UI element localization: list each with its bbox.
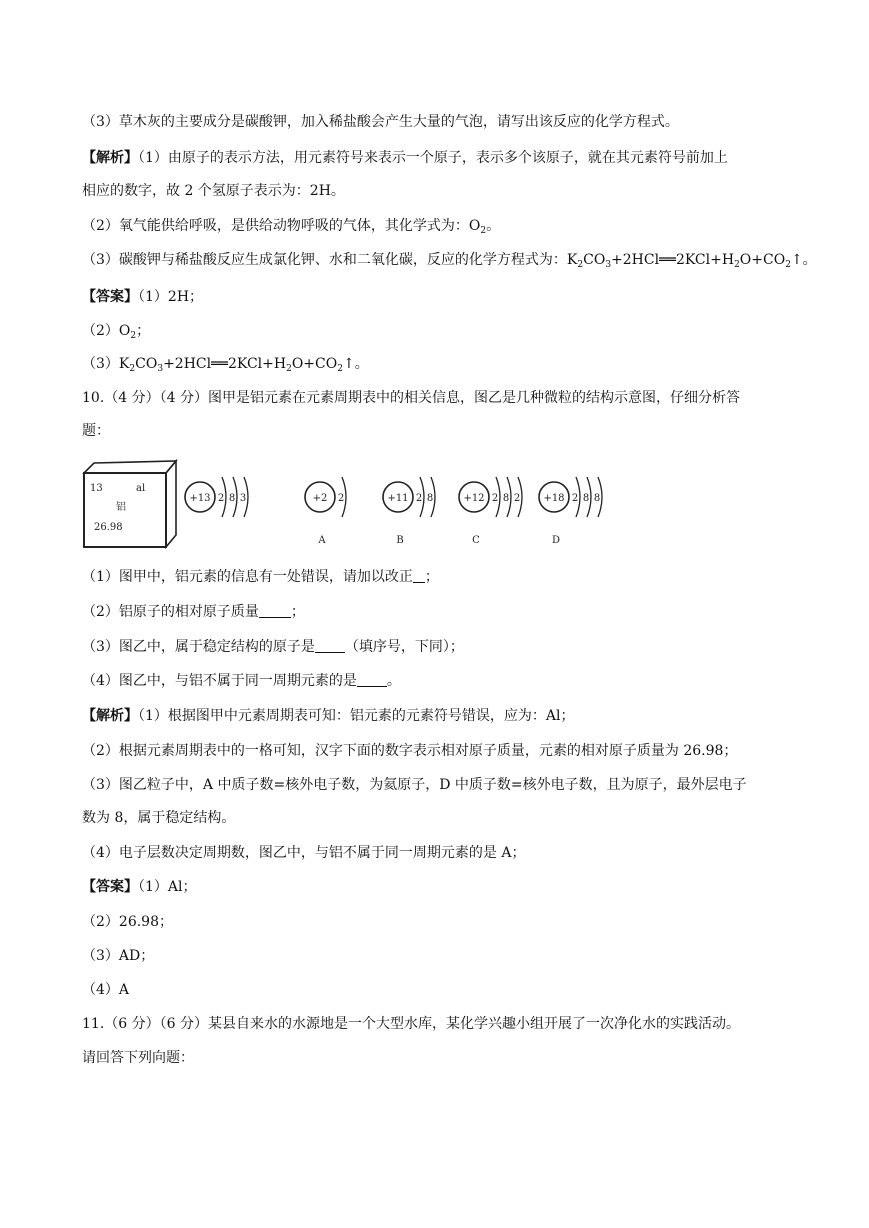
- eq-co: CO: [135, 356, 158, 372]
- shell-electron-count: 8: [228, 493, 236, 504]
- shell-electron-count: 2: [415, 493, 423, 504]
- particle-label: C: [472, 535, 480, 546]
- analysis2-end: 。: [486, 218, 501, 234]
- atom-structure-figure: [80, 455, 640, 555]
- q10-analysis3-line2: 数为 8，属于稳定结构。: [82, 810, 236, 826]
- analysis3-text: （3）碳酸钾与稀盐酸反应生成氯化钾、水和二氧化碳，反应的化学方程式为：: [82, 252, 567, 268]
- q10-sub1: [82, 567, 809, 587]
- nucleus-charge: +13: [189, 493, 211, 504]
- eq-end: 。: [802, 252, 817, 268]
- eq-mid: +2HCl══2KCl+H: [163, 356, 287, 372]
- q10-analysis2: （2）根据元素周期表中的一格可知，汉字下面的数字表示相对原子质量，元素的相对原子质量为 26.98；: [82, 743, 738, 759]
- analysis2-text: （2）氧气能供给呼吸，是供给动物呼吸的气体，其化学式为：O: [82, 218, 481, 234]
- analysis-label: 【解析】: [82, 150, 138, 166]
- q9-analysis2: [82, 216, 809, 236]
- answer-blank: [315, 638, 345, 653]
- answer1-text: （1）Al；: [138, 879, 197, 895]
- gas-arrow: ↑: [790, 252, 803, 268]
- subscript: 2: [129, 364, 136, 374]
- q10-analysis1: [82, 706, 809, 726]
- nucleus-charge: +2: [312, 493, 328, 504]
- shell-electron-count: 2: [217, 493, 225, 504]
- q10-stem-line1: 10.（4 分）（4 分）图甲是铝元素在元素周期表中的相关信息，图乙是几种微粒的结构示意图，仔细分析答: [82, 390, 740, 406]
- q9-answer3: [82, 354, 809, 374]
- shell-electron-count: 2: [491, 493, 499, 504]
- q9-sub3-question: （3）草木灰的主要成分是碳酸钾，加入稀盐酸会产生大量的气泡，请写出该反应的化学方程式。: [82, 114, 679, 130]
- q10-stem-line2: 题：: [82, 423, 110, 439]
- q10-sub2: [82, 602, 809, 622]
- cell-number: 13: [90, 483, 103, 494]
- eq-o-co: O+CO: [291, 356, 338, 372]
- answer-blank: [413, 568, 425, 583]
- analysis-text: （1）由原子的表示方法，用元素符号来表示一个原子，表示多个该原子，就在其元素符号前加上: [138, 150, 728, 166]
- answer-blank: [259, 603, 291, 618]
- subscript: 2: [577, 260, 584, 270]
- shell-electron-count: 2: [513, 493, 521, 504]
- q10-answer1: [82, 877, 809, 897]
- subscript: 2: [130, 331, 137, 341]
- q9-analysis3: [82, 250, 817, 270]
- sub1-end: ；: [424, 569, 439, 585]
- shell-electron-count: 3: [239, 493, 247, 504]
- analysis1-text: （1）根据图甲中元素周期表可知：铝元素的元素符号错误，应为：Al；: [138, 708, 575, 724]
- answer3-text: （3）: [82, 356, 119, 372]
- chemical-equation: [567, 252, 817, 268]
- sub1-text: （1）图甲中，铝元素的信息有一处错误，请加以改正: [82, 569, 413, 585]
- subscript: 2: [734, 260, 740, 270]
- q10-analysis3-line1: （3）图乙粒子中，A 中质子数=核外电子数，为氦原子，D 中质子数=核外电子数，且为原子，最外层电子: [82, 777, 747, 793]
- shell-electron-count: 8: [582, 493, 590, 504]
- cell-symbol: al: [136, 483, 146, 494]
- shell-electron-count: 2: [337, 493, 345, 504]
- sub2-text: （2）铝原子的相对原子质量: [82, 604, 259, 620]
- answer2-text: （2）O: [82, 323, 131, 339]
- q9-analysis1-line1: [82, 148, 809, 168]
- shell-electron-count: 2: [571, 493, 579, 504]
- subscript: 3: [605, 260, 612, 270]
- analysis-label: 【解析】: [82, 708, 138, 724]
- subscript: 2: [785, 260, 791, 270]
- nucleus-charge: +12: [463, 493, 485, 504]
- eq-k: K: [566, 252, 578, 268]
- sub3-end: （填序号，下同）；: [344, 639, 464, 655]
- subscript: 2: [480, 226, 487, 236]
- periodic-table-cell: [84, 461, 176, 547]
- q11-stem-line2: 请回答下列向题：: [82, 1050, 194, 1066]
- q10-answer2: （2）26.98；: [82, 914, 173, 930]
- q11-stem-line1: 11.（6 分）（6 分）某县自来水的水源地是一个大型水库，某化学兴趣小组开展了一次净化水的实践活动。: [82, 1016, 740, 1032]
- sub4-end: 。: [386, 673, 401, 689]
- particle-label: D: [551, 535, 561, 546]
- q10-analysis4: （4）电子层数决定周期数，图乙中，与铝不属于同一周期元素的是 A；: [82, 845, 526, 861]
- subscript: 2: [286, 364, 292, 374]
- shell-electron-count: 8: [426, 493, 434, 504]
- q9-analysis1-line2: 相应的数字，故 2 个氢原子表示为：2H。: [82, 183, 345, 199]
- particle-b: [383, 477, 435, 546]
- answer-label: 【答案】: [82, 289, 138, 305]
- cell-mass: 26.98: [94, 522, 123, 533]
- answer-label: 【答案】: [82, 879, 138, 895]
- eq-k: K: [118, 356, 130, 372]
- q10-answer4: （4）A: [82, 982, 130, 998]
- particle-c: [459, 477, 522, 546]
- q9-answer2: [82, 321, 809, 341]
- q10-sub3: [82, 637, 809, 657]
- sub3-text: （3）图乙中，属于稳定结构的原子是: [82, 639, 315, 655]
- answer1-text: （1）2H；: [138, 289, 204, 305]
- answer2-end: ；: [136, 323, 151, 339]
- subscript: 2: [337, 364, 343, 374]
- aluminum-atom-diagram: [185, 477, 248, 517]
- figure-svg: [80, 455, 640, 555]
- particle-label: A: [318, 535, 326, 546]
- q9-answer1: [82, 287, 809, 307]
- answer-blank: [357, 672, 387, 687]
- eq-co: CO: [583, 252, 606, 268]
- nucleus-charge: +18: [543, 493, 565, 504]
- cell-name: 铝: [116, 502, 126, 513]
- q10-sub4: [82, 671, 809, 691]
- particle-d: [539, 477, 602, 546]
- eq-end: 。: [354, 356, 369, 372]
- sub2-end: ；: [290, 604, 305, 620]
- particle-a: [305, 477, 346, 546]
- q10-answer3: （3）AD；: [82, 948, 155, 964]
- subscript: 3: [157, 364, 164, 374]
- shell-electron-count: 8: [593, 493, 601, 504]
- shell-electron-count: 8: [502, 493, 510, 504]
- nucleus-charge: +11: [387, 493, 409, 504]
- particle-label: B: [396, 535, 404, 546]
- eq-mid: +2HCl══2KCl+H: [611, 252, 735, 268]
- gas-arrow: ↑: [342, 356, 355, 372]
- eq-o-co: O+CO: [739, 252, 786, 268]
- sub4-text: （4）图乙中，与铝不属于同一周期元素的是: [82, 673, 357, 689]
